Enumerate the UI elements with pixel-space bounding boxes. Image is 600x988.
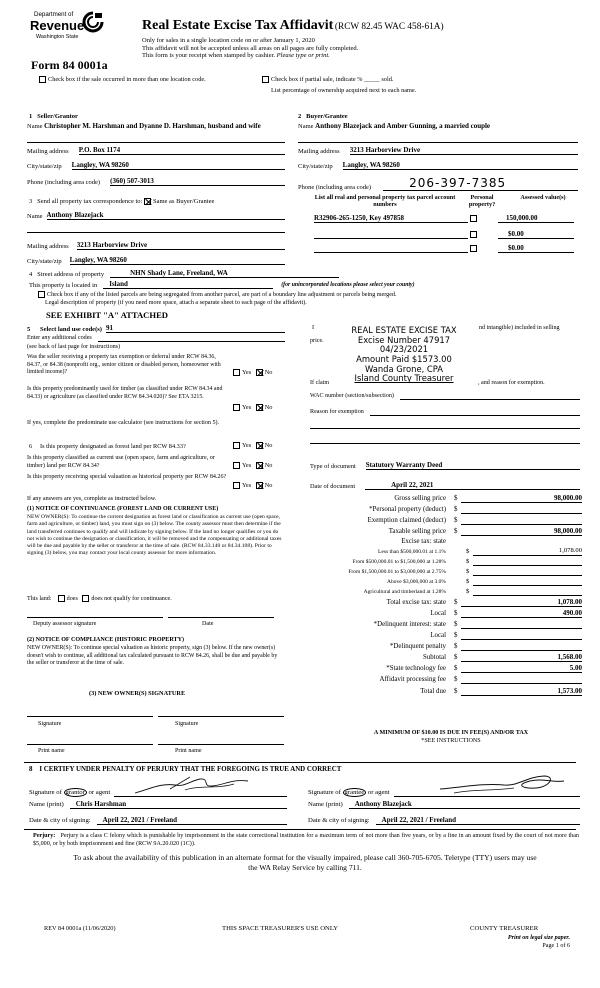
multi-location-check[interactable] — [39, 76, 206, 84]
new-owner-signature-2[interactable] — [158, 716, 284, 717]
form-number: Form 84 0001a — [31, 58, 108, 72]
parcel-number[interactable]: R32906-265-1250, Key 497858 — [314, 214, 468, 223]
multi-location-checkbox[interactable] — [39, 76, 46, 83]
property-street-label: 4 Street address of property — [29, 270, 105, 278]
parcel-assessed[interactable]: $0.00 — [498, 230, 574, 239]
section7-if-claim: If claim — [310, 380, 330, 386]
grantee-date-city[interactable]: April 22, 2021 / Freeland — [376, 816, 580, 825]
exemption-question: Was the seller receiving a property tax exemption or deferral under RCW 84.36, 84.37, or 84.38 (nonprofit org., senior citizen or disabled person, homeowner with limited income)? — [27, 354, 221, 376]
tax-row-tier3: From $1,500,000.01 to $3,000,000 at 2.75% $ — [300, 566, 582, 576]
dept-logo-text: Revenue — [30, 18, 85, 33]
same-as-buyer-checkbox[interactable] — [144, 198, 151, 205]
correspondence-row: 3 Send all property tax correspondence to: Same as Buyer/Grantee — [29, 198, 215, 205]
timber-no-checkbox[interactable] — [256, 404, 263, 411]
form-title-block — [142, 18, 582, 60]
certify-statement: 8 I CERTIFY UNDER PENALTY OF PERJURY THAT THE FOREGOING IS TRUE AND CORRECT — [29, 766, 342, 773]
corr-name-label: Name — [27, 212, 43, 220]
same-as-buyer-label: Same as Buyer/Grantee — [152, 198, 215, 205]
additional-codes-input[interactable] — [98, 335, 285, 342]
tax-row-exemption: Exemption claimed (deduct) $ — [300, 514, 582, 525]
buyer-city[interactable]: Langley, WA 98260 — [343, 161, 578, 170]
tax-row-total-due: Total due $ 1,573.00 — [420, 686, 582, 695]
grantor-date-city[interactable]: April 22, 2021 / Freeland — [97, 816, 287, 825]
corr-name-row[interactable] — [27, 211, 285, 220]
form-title: Real Estate Excise Tax Affidavit — [142, 18, 334, 33]
seller-phone-label: Phone (including area code) — [27, 178, 101, 186]
print-name-label-1: Print name — [38, 748, 65, 754]
doc-type-label: Type of document — [310, 462, 356, 470]
corr-mailing-label: Mailing address — [27, 242, 69, 250]
exemption-no-checkbox[interactable] — [256, 369, 263, 376]
forest-no-checkbox[interactable] — [256, 442, 263, 449]
note-3-italic: Please type or print. — [276, 52, 330, 60]
tax-row-delinq-penalty: *Delinquent penalty $ — [300, 640, 582, 651]
tax-row-affidavit-fee: Affidavit processing fee $ — [300, 673, 582, 684]
notice-continuance-body: NEW OWNER(S): To continue the current designation as forest land or classification as current use (open space, farm and agriculture, or timber) land, you must sign on (3) below. The county assessor must then determine if the land transferred continues to qualify and will indicate by signing below. If the land no longer qualifies or you do not wish to continue the designation or classification, it will be removed and the compensating or additional taxes will be due and payable by the seller or transferor at the time of sale. (RCW 84.33.140 or 84.34.108). Prior to signing (3) below, you may contact your local county assessor for more information. — [27, 514, 282, 557]
parcel-number[interactable] — [314, 230, 468, 239]
stamp-line-2: Excise Number 47917 — [357, 334, 451, 345]
print-legal-note: Print on legal size paper. — [507, 935, 570, 941]
treasurer-use-only: THIS SPACE TREASURER'S USE ONLY — [222, 925, 339, 932]
note-2: This affidavit will not be accepted unless all areas on all pages are fully completed. — [142, 44, 359, 52]
buyer-heading: 2 Buyer/Grantee — [298, 113, 348, 120]
seller-heading: 1 Seller/Grantor — [29, 113, 78, 120]
land-use-row[interactable] — [27, 324, 285, 333]
partial-sale-checkbox[interactable] — [262, 76, 269, 83]
notice-compliance-title: (2) NOTICE OF COMPLIANCE (HISTORIC PROPERTY) — [27, 637, 185, 643]
parcel-personal-checkbox[interactable] — [470, 231, 477, 238]
taxable-price[interactable]: 98,000.00 — [461, 527, 582, 536]
note-1: Only for sales in a single location code on or after January 1, 2020 — [142, 36, 315, 44]
grantor-signature-row[interactable] — [29, 785, 287, 797]
section7-claim-rest: , and reason for exemption. — [478, 380, 545, 386]
stamp-line-6: Island County Treasurer — [354, 373, 454, 384]
grantee-date-label: Date & city of signing: — [308, 817, 370, 825]
parcel-row — [310, 214, 576, 224]
land-does-not-checkbox[interactable] — [82, 595, 89, 602]
accessibility-note: To ask about the availability of this publication in an alternate format for the visually impaired, please call 360-705-6705. Teletype (TTY) users may use the WA Relay Service by calling 711. — [73, 853, 537, 872]
personal-property-input[interactable] — [461, 506, 582, 514]
section6-instructions: If any answers are yes, complete as instructed below. — [27, 496, 157, 502]
dept-line1: Department of — [34, 11, 74, 18]
treasurer-stamp — [323, 326, 485, 384]
doc-date[interactable]: April 22, 2021 — [365, 481, 580, 490]
forest-yes-checkbox[interactable] — [233, 442, 240, 449]
exemption-yes-no[interactable]: Yes No — [233, 369, 272, 377]
legal-description-exhibit[interactable]: SEE EXHIBIT "A" ATTACHED — [46, 310, 169, 320]
seller-mailing-label: Mailing address — [27, 147, 69, 155]
historic-yes-checkbox[interactable] — [233, 482, 240, 489]
exemption-yes-checkbox[interactable] — [233, 369, 240, 376]
tax-row-delinq-state: *Delinquent interest: state $ — [300, 618, 582, 629]
property-county[interactable]: Island — [103, 280, 273, 289]
affidavit-fee[interactable] — [461, 676, 582, 684]
print-name-label-2: Print name — [175, 748, 202, 754]
tax-table — [300, 492, 582, 696]
grantor-name-label: Name (print) — [29, 801, 64, 809]
current-use-no-checkbox[interactable] — [256, 462, 263, 469]
property-street[interactable]: NHN Shady Lane, Freeland, WA — [110, 269, 339, 278]
seller-phone-row[interactable] — [27, 177, 285, 186]
buyer-name[interactable]: Anthony Blazejack and Amber Gunning, a married couple — [315, 122, 491, 130]
county-treasurer: COUNTY TREASURER — [470, 925, 539, 932]
timber-question: Is this property predominantly used for timber (as classified under RCW 84.34 and 84.33) or agriculture (as classified under RCW 84.34.020)? See ETA 3215. — [27, 386, 223, 400]
tax-row-taxable: Taxable selling price $ 98,000.00 — [388, 526, 582, 535]
tax-row-delinq-local: Local $ — [300, 629, 582, 640]
seller-phone[interactable]: (360) 507-3013 — [110, 177, 285, 186]
seller-mailing-row[interactable] — [27, 146, 285, 155]
partial-sale-check[interactable] — [262, 76, 393, 84]
current-use-question: Is this property classified as current use (open space, farm and agriculture, or timber) land per RCW 84.34? — [27, 455, 215, 469]
tax-row-local: Local $ 490.00 — [430, 608, 582, 617]
subtotal[interactable]: 1,568.00 — [461, 653, 582, 662]
wac-input[interactable] — [400, 393, 580, 400]
timber-note: If yes, complete the predominate use calculator (see instructions for section 5). — [27, 420, 220, 426]
buyer-phone-label: Phone (including area code) — [298, 183, 372, 191]
historic-yes-no[interactable]: Yes No — [233, 482, 272, 490]
corr-city-label: City/state/zip — [27, 257, 62, 265]
buyer-phone[interactable]: 206-397-7385 — [383, 176, 578, 191]
corr-city-row[interactable] — [27, 256, 285, 265]
deputy-date-line[interactable] — [168, 617, 274, 618]
section7-intro-b: nd intangible) included in selling — [479, 325, 560, 331]
segregated-check[interactable] — [38, 291, 396, 299]
parcel-number[interactable] — [314, 244, 468, 253]
tax-row-personal: *Personal property (deduct) $ — [300, 503, 582, 514]
property-street-row[interactable] — [29, 269, 339, 278]
parcel-assessed[interactable]: 150,000.00 — [498, 214, 574, 223]
notice-continuance-title: (1) NOTICE OF CONTINUANCE (FOREST LAND OR CURRENT USE) — [27, 506, 219, 512]
reason-label: Reason for exemption — [310, 409, 364, 415]
grantee-date-row[interactable] — [308, 816, 580, 825]
total-due[interactable]: 1,573.00 — [461, 687, 582, 696]
land-use-label: 5 Select land use code(s) — [27, 325, 102, 333]
deputy-sig-label: Deputy assessor signature — [33, 621, 97, 627]
current-use-yes-checkbox[interactable] — [233, 462, 240, 469]
gross-price[interactable]: 98,000.00 — [461, 494, 582, 503]
seller-city-label: City/state/zip — [27, 162, 62, 170]
seller-mailing[interactable]: P.O. Box 1174 — [79, 146, 285, 155]
form-title-rcw: (RCW 82.45 WAC 458-61A) — [334, 22, 444, 32]
corr-mailing[interactable]: 3213 Harborview Drive — [77, 241, 285, 250]
section7-intro-a: I — [312, 324, 315, 331]
sig-label-1: Signature — [38, 721, 62, 727]
sig-label-2: Signature — [175, 721, 199, 727]
stamp-line-5: Wanda Grone, CPA — [364, 363, 444, 374]
partial-sale-label: Check box if partial sale, indicate % — [271, 76, 363, 83]
doc-date-row[interactable] — [310, 481, 580, 490]
notice-compliance-body: NEW OWNER(S): To continue special valuation as historic property, sign (3) below. If the new owner(s) doesn't wish to continue, all additional tax calculated pursuant to RCW 84.26, shall be due and payable by the seller or transferor at the time of sale. — [27, 645, 278, 667]
current-use-yes-no[interactable]: Yes No — [233, 462, 272, 470]
legal-description-label: Legal description of property (if you need more space, attach a separate sheet to each page of the affidavit). — [45, 300, 307, 306]
dept-state: Washington State — [36, 34, 79, 40]
page-number: Page 1 of 6 — [542, 943, 570, 949]
partial-blank[interactable]: _____ — [364, 76, 380, 83]
deputy-signature-line[interactable] — [27, 617, 163, 618]
grantor-date-row[interactable] — [29, 816, 287, 825]
partial-list-note: List percentage of ownership acquired next to each name. — [271, 87, 417, 94]
grantee-sig-label: Signature of grantee or agent — [308, 788, 390, 796]
parcel-personal-checkbox[interactable] — [470, 245, 477, 252]
buyer-mailing-label: Mailing address — [298, 147, 340, 155]
tax-row-tech-fee: *State technology fee $ 5.00 — [386, 663, 582, 672]
tax-row-tier1: Less than $500,000.01 at 1.1% $ 1,078.00 — [378, 547, 582, 556]
stamp-line-4: Amount Paid $1573.00 — [356, 353, 452, 364]
property-located-row[interactable] — [29, 280, 589, 289]
buyer-name-row — [298, 122, 580, 131]
buyer-city-row[interactable] — [298, 161, 578, 170]
tax-row-excise-state: Excise tax: state — [401, 537, 446, 545]
print-name-2[interactable] — [158, 744, 284, 745]
tier4-amount[interactable] — [473, 579, 582, 586]
multi-location-label: Check box if the sale occurred in more than one location code. — [48, 76, 206, 83]
revenue-swirl-icon — [82, 11, 104, 33]
forest-question: 6 Is this property designated as forest land per RCW 84.33? — [29, 443, 186, 450]
reason-row[interactable] — [310, 409, 580, 416]
seller-city[interactable]: Langley, WA 98260 — [72, 161, 285, 170]
grantee-signature-field[interactable] — [394, 785, 580, 797]
revision-code: REV 84 0001a (11/06/2020) — [44, 925, 116, 932]
parcel-assessed[interactable]: $0.00 — [498, 244, 574, 253]
land-use-code[interactable]: 91 — [106, 324, 285, 333]
historic-no-checkbox[interactable] — [256, 482, 263, 489]
tech-fee[interactable]: 5.00 — [461, 664, 582, 673]
grantee-name-row[interactable] — [308, 800, 580, 809]
total-excise-state[interactable]: 1,078.00 — [461, 598, 582, 607]
delinquent-penalty[interactable] — [461, 643, 582, 651]
grantee-signature-row[interactable] — [308, 785, 580, 797]
corr-mailing-row[interactable] — [27, 241, 285, 250]
wac-row[interactable] — [310, 393, 580, 400]
doc-type[interactable]: Statutory Warranty Deed — [366, 461, 580, 470]
tier1-amount[interactable]: 1,078.00 — [473, 547, 582, 556]
grantee-signature-scribble — [434, 773, 574, 797]
parcel-col-number: List all real and personal property tax parcel account numbers — [314, 194, 456, 209]
stamp-line-3: 04/23/2021 — [379, 344, 429, 355]
tax-row-subtotal: Subtotal $ 1,568.00 — [423, 652, 582, 661]
correspondence-label: Send all property tax correspondence to: — [37, 198, 143, 205]
parcel-row — [310, 230, 576, 240]
grantor-date-label: Date & city of signing: — [29, 817, 91, 825]
exemption-input[interactable] — [461, 517, 582, 525]
additional-codes-row[interactable] — [27, 335, 285, 342]
grantor-signature-field[interactable] — [114, 785, 287, 797]
buyer-mailing[interactable]: 3213 Harborview Drive — [350, 146, 578, 155]
tax-row-total-state: Total excise tax: state $ 1,078.00 — [386, 597, 582, 606]
grantor-signature-scribble — [130, 775, 270, 797]
tax-row-tier2: From $500,000.01 to $1,500,000 at 1.28% $ — [300, 556, 582, 566]
perjury-statement: Perjury: Perjury is a class C felony which is punishable by imprisonment in the state correctional institution for a maximum term of not more than five years, or by a fine in an amount fixed by the court of not more than $5,000, or by both imprisonment and fine (RCW 9A.20.020 (1C)). — [33, 833, 579, 847]
historic-question: Is this property receiving special valuation as historical property per RCW 84.26? — [27, 474, 227, 480]
new-owner-signature-1[interactable] — [27, 716, 153, 717]
segregated-label: Check box if any of the listed parcels are being segregated from another parcel, are part of a boundary line adjustment or parcels being merged. — [47, 291, 397, 298]
delinquent-interest-local[interactable] — [461, 632, 582, 640]
print-name-1[interactable] — [27, 744, 153, 745]
seller-name[interactable]: Christopher M. Harshman and Dyanne D. Harshman, husband and wife — [44, 122, 261, 130]
segregated-checkbox[interactable] — [38, 291, 45, 298]
delinquent-interest-state[interactable] — [461, 621, 582, 629]
deputy-date-label: Date — [202, 621, 214, 627]
grantor-name-row[interactable] — [29, 800, 287, 809]
parcel-personal-checkbox[interactable] — [470, 215, 477, 222]
property-located-label: This property is located in — [29, 281, 98, 289]
tax-row-tier5: Agricultural and timberland at 1.28% $ — [300, 586, 582, 596]
this-land-row: This land: does does not qualify for continuance. — [27, 595, 172, 602]
timber-yes-checkbox[interactable] — [233, 404, 240, 411]
seller-city-row[interactable] — [27, 161, 285, 170]
buyer-name-label: Name — [298, 123, 314, 130]
grantee-name-label: Name (print) — [308, 801, 343, 809]
partial-sold: sold. — [381, 76, 394, 83]
minimum-due-note: A MINIMUM OF $10.00 IS DUE IN FEE(S) AND/OR TAX — [373, 730, 529, 736]
parcel-col-personal: Personal property? — [468, 194, 496, 209]
property-located-note: (for unincorporated locations please select your county) — [281, 282, 415, 289]
tier5-amount[interactable] — [473, 589, 582, 596]
tax-row-tier4: Above $3,000,000 at 3.0% $ — [300, 576, 582, 586]
note-3: This form is your receipt when stamped by cashier. — [142, 52, 276, 60]
corr-name[interactable]: Anthony Blazejack — [47, 211, 285, 220]
doc-type-row[interactable] — [310, 461, 580, 470]
parcel-row — [310, 244, 576, 254]
land-does-checkbox[interactable] — [58, 595, 65, 602]
buyer-city-label: City/state/zip — [298, 162, 333, 170]
timber-yes-no[interactable]: Yes No — [233, 404, 272, 412]
grantor-sig-label: Signature of grantor or agent — [29, 788, 111, 796]
tier2-amount[interactable] — [473, 559, 582, 566]
new-owner-sig-title: (3) NEW OWNER(S) SIGNATURE — [89, 690, 186, 697]
stamp-line-1: REAL ESTATE EXCISE TAX — [351, 325, 457, 335]
seller-name-row — [27, 122, 285, 132]
wac-label: WAC number (section/subsection) — [310, 393, 394, 399]
parcel-col-assessed: Assessed value(s) — [520, 194, 566, 201]
see-back-note: (see back of last page for instructions) — [27, 344, 121, 350]
additional-codes-label: Enter any additional codes — [27, 335, 92, 341]
see-instructions-note: *SEE INSTRUCTIONS — [421, 738, 481, 744]
tax-row-gross: Gross selling price $ 98,000.00 — [394, 493, 582, 502]
reason-input[interactable] — [370, 409, 580, 416]
buyer-mailing-row[interactable] — [298, 146, 578, 155]
dor-logo — [30, 11, 104, 55]
tier3-amount[interactable] — [473, 569, 582, 576]
grantor-print-name[interactable]: Chris Harshman — [70, 800, 287, 809]
total-excise-local[interactable]: 490.00 — [461, 609, 582, 618]
buyer-phone-row[interactable] — [298, 176, 578, 191]
seller-name-label: Name — [27, 123, 43, 130]
grantee-print-name[interactable]: Anthony Blazejack — [349, 800, 580, 809]
corr-city[interactable]: Langley, WA 98260 — [70, 256, 285, 265]
section7-price: price. — [310, 338, 324, 344]
forest-yes-no[interactable]: Yes No — [233, 442, 272, 450]
doc-date-label: Date of document — [310, 482, 356, 490]
